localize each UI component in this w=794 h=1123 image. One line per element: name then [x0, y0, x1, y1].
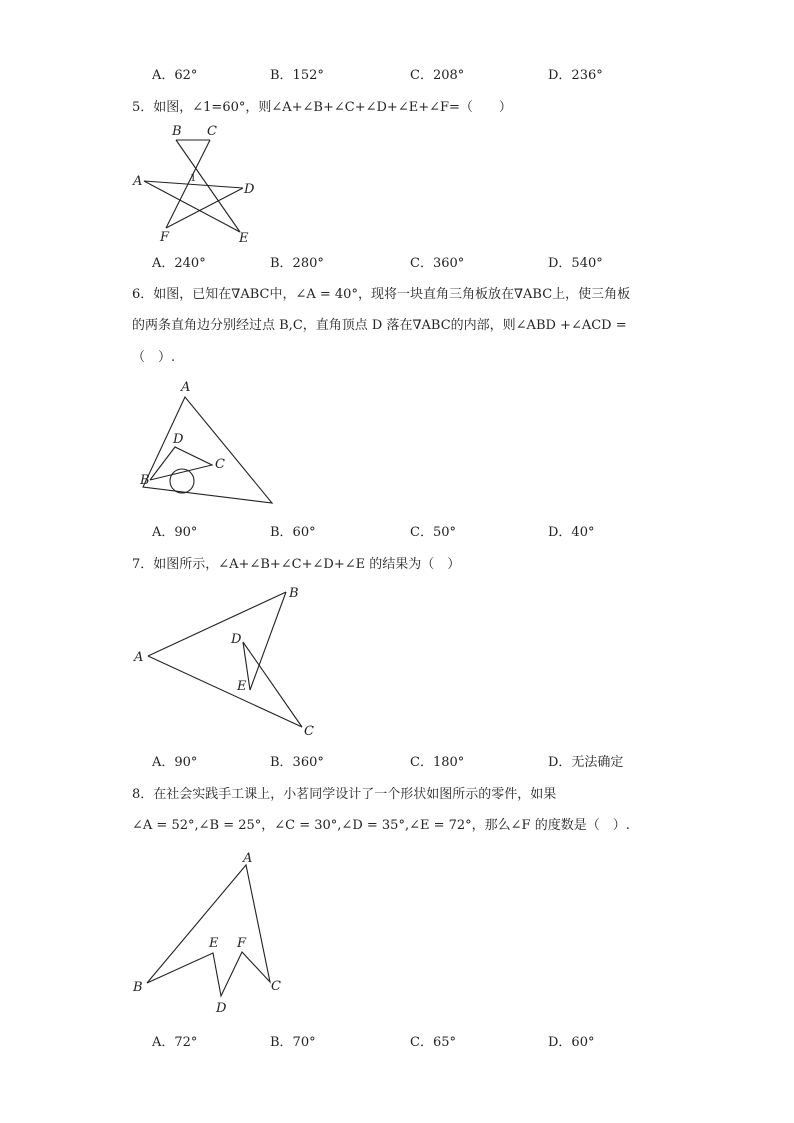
q5-option-b: B．280° — [270, 256, 324, 271]
q8-option-c: C．65° — [410, 1035, 456, 1050]
q6-label-c: C — [215, 457, 225, 472]
q8-shape — [147, 865, 270, 996]
q5-label-a: A — [133, 174, 143, 189]
q5-label-angle-1: 1 — [190, 173, 197, 184]
q8-option-d: D．60° — [548, 1035, 595, 1050]
q6-label-d: D — [173, 432, 184, 447]
q8-option-a: A．72° — [152, 1035, 198, 1050]
q7-option-d: D．无法确定 — [548, 755, 624, 770]
q4-option-c: C．208° — [410, 68, 465, 83]
q8-label-e: E — [209, 936, 219, 951]
q7-label-a: A — [134, 650, 144, 665]
q5-label-c: C — [207, 124, 217, 139]
q8-label-a: A — [243, 851, 253, 866]
q7-option-b: B．360° — [270, 755, 324, 770]
q6-stem-line-3: （ ）. — [132, 350, 176, 365]
q5-option-a: A．240° — [152, 256, 206, 271]
q4-option-d: D．236° — [548, 68, 603, 83]
q5-stem: 5．如图，∠1=60°，则∠A+∠B+∠C+∠D+∠E+∠F=（ ） — [132, 100, 512, 115]
q7-label-e: E — [237, 679, 247, 694]
q6-option-d: D．40° — [548, 525, 595, 540]
q7-label-d: D — [231, 632, 242, 647]
q7-label-c: C — [304, 724, 314, 739]
q5-label-f: F — [160, 230, 170, 245]
q6-option-b: B．60° — [270, 525, 316, 540]
q8-label-d: D — [216, 1001, 227, 1016]
q8-stem-line-2: ∠A = 52°,∠B = 25°，∠C = 30°,∠D = 35°,∠E = 72°，那么∠F 的度数是（ ）. — [132, 818, 630, 833]
q6-option-a: A．90° — [152, 525, 198, 540]
q6-stem-line-2: 的两条直角边分别经过点 B,C，直角顶点 D 落在∇ABC的内部，则∠ABD +∠ACD = — [132, 318, 627, 333]
q8-stem-line-1: 8．在社会实践手工课上，小茗同学设计了一个形状如图所示的零件，如果 — [132, 787, 557, 802]
q8-label-c: C — [271, 979, 281, 994]
q6-label-b: B — [140, 473, 150, 488]
q5-option-c: C．360° — [410, 256, 465, 271]
q7-option-c: C．180° — [410, 755, 465, 770]
q5-option-d: D．540° — [548, 256, 603, 271]
q4-option-b: B．152° — [270, 68, 324, 83]
q4-option-a: A．62° — [152, 68, 198, 83]
q8-label-f: F — [237, 936, 247, 951]
q7-option-a: A．90° — [152, 755, 198, 770]
q6-option-c: C．50° — [410, 525, 456, 540]
q7-stem: 7．如图所示，∠A+∠B+∠C+∠D+∠E 的结果为（ ） — [132, 557, 461, 572]
q5-label-d: D — [244, 182, 255, 197]
q5-label-b: B — [172, 124, 182, 139]
q6-label-a: A — [181, 380, 191, 395]
q8-option-b: B．70° — [270, 1035, 316, 1050]
q7-label-b: B — [289, 586, 299, 601]
q5-label-e: E — [239, 231, 249, 246]
q8-label-b: B — [133, 980, 143, 995]
q6-stem-line-1: 6．如图，已知在∇ABC中，∠A = 40°，现将一块直角三角板放在∇ABC上，使三角板 — [132, 287, 631, 302]
